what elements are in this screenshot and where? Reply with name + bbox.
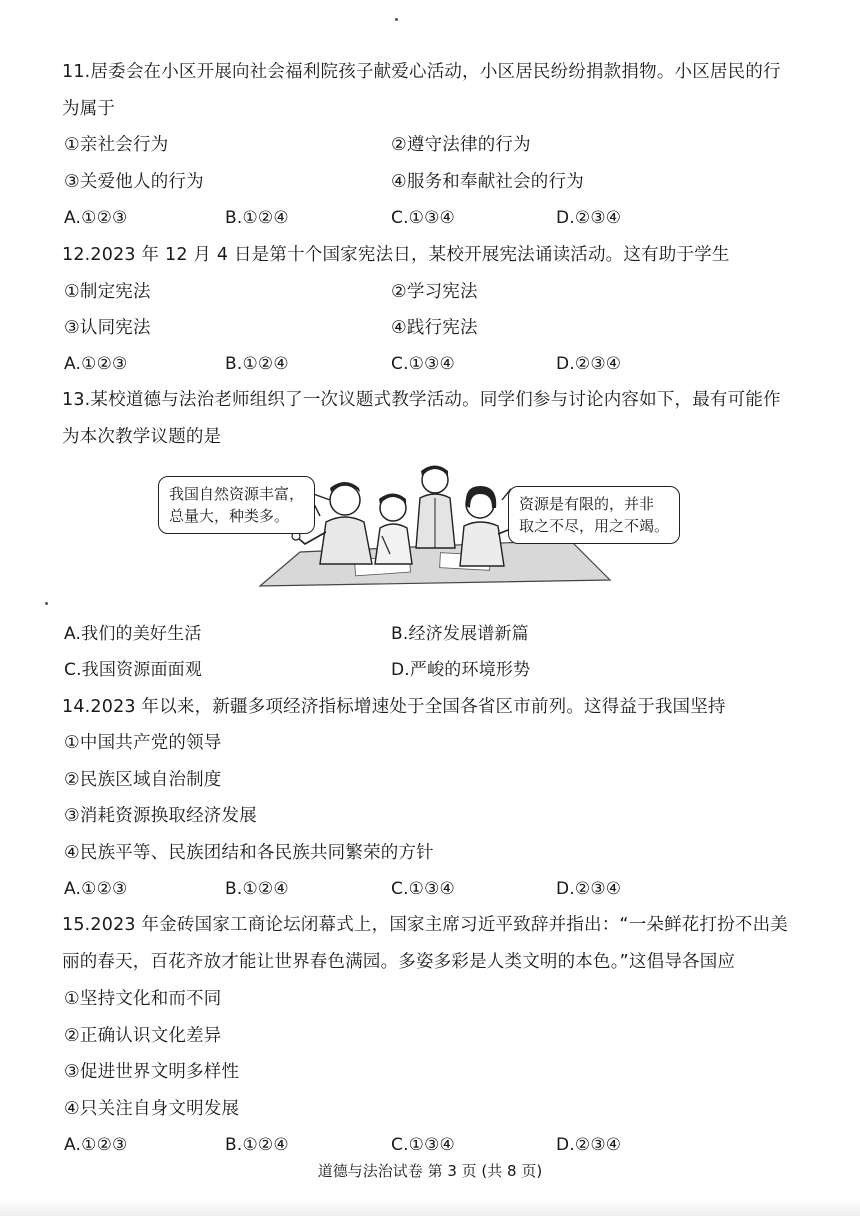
q14-answer-c: C.①③④: [391, 879, 455, 899]
q13-answer-c: C.我国资源面面观: [64, 660, 203, 680]
q12-option-1: ①制定宪法: [64, 282, 151, 302]
speech-bubble-right: [508, 486, 680, 544]
q11-option-4: ④服务和奉献社会的行为: [391, 172, 584, 192]
q11-option-3: ③关爱他人的行为: [64, 172, 204, 192]
q15-stem-line2: 丽的春天，百花齐放才能让世界春色满园。多姿多彩是人类文明的本色。”这倡导各国应: [62, 952, 736, 972]
bubble-left-line2: 总量大，种类多。: [169, 507, 290, 525]
bubble-right-line1: 资源是有限的，并非: [519, 495, 655, 513]
bubble-left-line1: 我国自然资源丰富，: [169, 485, 305, 503]
q15-option-3: ③促进世界文明多样性: [64, 1062, 240, 1082]
q15-option-2: ②正确认识文化差异: [64, 1026, 222, 1046]
scan-speck: [395, 18, 398, 21]
q11-answer-d: D.②③④: [556, 208, 622, 228]
q11-stem-line2: 为属于: [62, 99, 116, 119]
q15-answer-d: D.②③④: [556, 1135, 622, 1155]
q15-answer-c: C.①③④: [391, 1135, 455, 1155]
q11-option-1: ①亲社会行为: [64, 135, 169, 155]
q14-answer-a: A.①②③: [64, 879, 128, 899]
q11-answer-c: C.①③④: [391, 208, 455, 228]
q13-answer-a: A.我们的美好生活: [64, 624, 202, 644]
q13-stem-line2: 为本次教学议题的是: [62, 427, 222, 447]
q14-answer-b: B.①②④: [225, 879, 289, 899]
bubble-right-line2: 取之不尽，用之不竭。: [519, 517, 670, 535]
q12-answer-c: C.①③④: [391, 354, 455, 374]
q11-answer-b: B.①②④: [225, 208, 289, 228]
speech-bubble-left: [158, 476, 315, 534]
q11-answer-a: A.①②③: [64, 208, 128, 228]
q15-answer-b: B.①②④: [225, 1135, 289, 1155]
q12-option-3: ③认同宪法: [64, 318, 151, 338]
q14-answer-d: D.②③④: [556, 879, 622, 899]
q14-option-3: ③消耗资源换取经济发展: [64, 806, 257, 826]
q13-stem-line1: 13.某校道德与法治老师组织了一次议题式教学活动。同学们参与讨论内容如下，最有可能作: [62, 390, 781, 410]
q11-stem-line1: 11.居委会在小区开展向社会福利院孩子献爱心活动，小区居民纷纷捐款捐物。小区居民的行: [62, 62, 781, 82]
page-footer: 道德与法治试卷 第 3 页 (共 8 页): [317, 1162, 543, 1180]
q12-answer-d: D.②③④: [556, 354, 622, 374]
q12-option-2: ②学习宪法: [391, 282, 478, 302]
q15-stem-line1: 15.2023 年金砖国家工商论坛闭幕式上，国家主席习近平致辞并指出：“一朵鲜花打扮不出美: [62, 915, 788, 935]
q13-answer-d: D.严峻的环境形势: [391, 660, 531, 680]
q12-option-4: ④践行宪法: [391, 318, 478, 338]
q13-answer-b: B.经济发展谱新篇: [391, 624, 529, 644]
q11-option-2: ②遵守法律的行为: [391, 135, 531, 155]
q15-option-4: ④只关注自身文明发展: [64, 1099, 240, 1119]
q14-stem-line1: 14.2023 年以来，新疆多项经济指标增速处于全国各省区市前列。这得益于我国坚持: [62, 697, 726, 717]
scan-edge-shadow: [0, 1200, 860, 1216]
q15-option-1: ①坚持文化和而不同: [64, 989, 222, 1009]
q14-option-4: ④民族平等、民族团结和各民族共同繁荣的方针: [64, 843, 434, 863]
q15-answer-a: A.①②③: [64, 1135, 128, 1155]
q14-option-1: ①中国共产党的领导: [64, 733, 222, 753]
q12-answer-a: A.①②③: [64, 354, 128, 374]
q12-answer-b: B.①②④: [225, 354, 289, 374]
q14-option-2: ②民族区域自治制度: [64, 770, 222, 790]
scan-speck: [45, 602, 48, 605]
q12-stem-line1: 12.2023 年 12 月 4 日是第十个国家宪法日，某校开展宪法诵读活动。这有助于学生: [62, 245, 730, 265]
